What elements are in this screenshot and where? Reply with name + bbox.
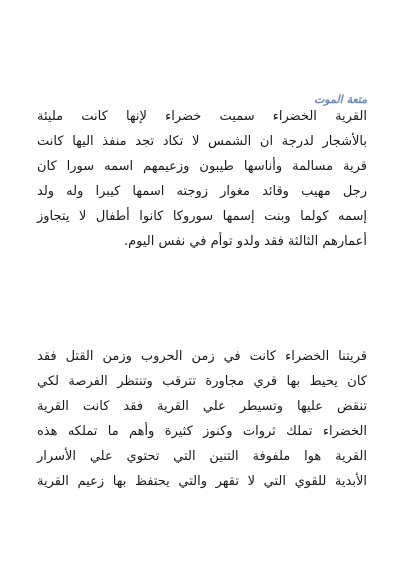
paragraph-line: رجل مهيب وقائد مغوار زوجته اسمها كيبرا وله ولد xyxy=(37,184,367,199)
paragraph-line: قريتنا الخضراء كانت في زمن الحروب وزمن القتل فقد xyxy=(37,349,367,364)
paragraph-line: أعمارهم الثالثة فقد ولدو توأم في نفس اليوم. xyxy=(123,234,367,249)
paragraph-line: كان يحيط بها قري مجاورة تترقب وتنتظر الفرصة لكي xyxy=(37,374,367,389)
paragraph-2 xyxy=(37,344,367,494)
paragraph-line: الخضراء تملك ثروات وكنوز كثيرة وأهم ما تملكه هذه xyxy=(37,424,367,439)
paragraph-line: الأبدية للقوي التي لا تقهر والتي يحتفظ بها زعيم القرية xyxy=(37,474,367,489)
paragraph-1 xyxy=(37,104,367,254)
paragraph-line: قرية مسالمة وأناسها طيبون وزعيمهم اسمه سورا كان xyxy=(37,159,367,174)
paragraph-line: بالأشجار لدرجة ان الشمس لا تكاد تجد منفذ اليها كانت xyxy=(37,134,367,149)
paragraph-line: تنقض عليها وتسيطر علي القرية فقد كانت القرية xyxy=(37,399,367,414)
paragraph-line: إسمه كولما وبنت إسمها سوروكا كانوا أطفال لا يتجاوز xyxy=(37,209,367,224)
paragraph-line: القرية الخضراء سميت خضراء لإنها كانت مليئة xyxy=(37,109,367,124)
paragraph-line: القرية هوا ملفوفة التنين التي تحتوي علي الأسرار xyxy=(37,449,367,464)
document-title: متعة الموت xyxy=(313,93,367,106)
